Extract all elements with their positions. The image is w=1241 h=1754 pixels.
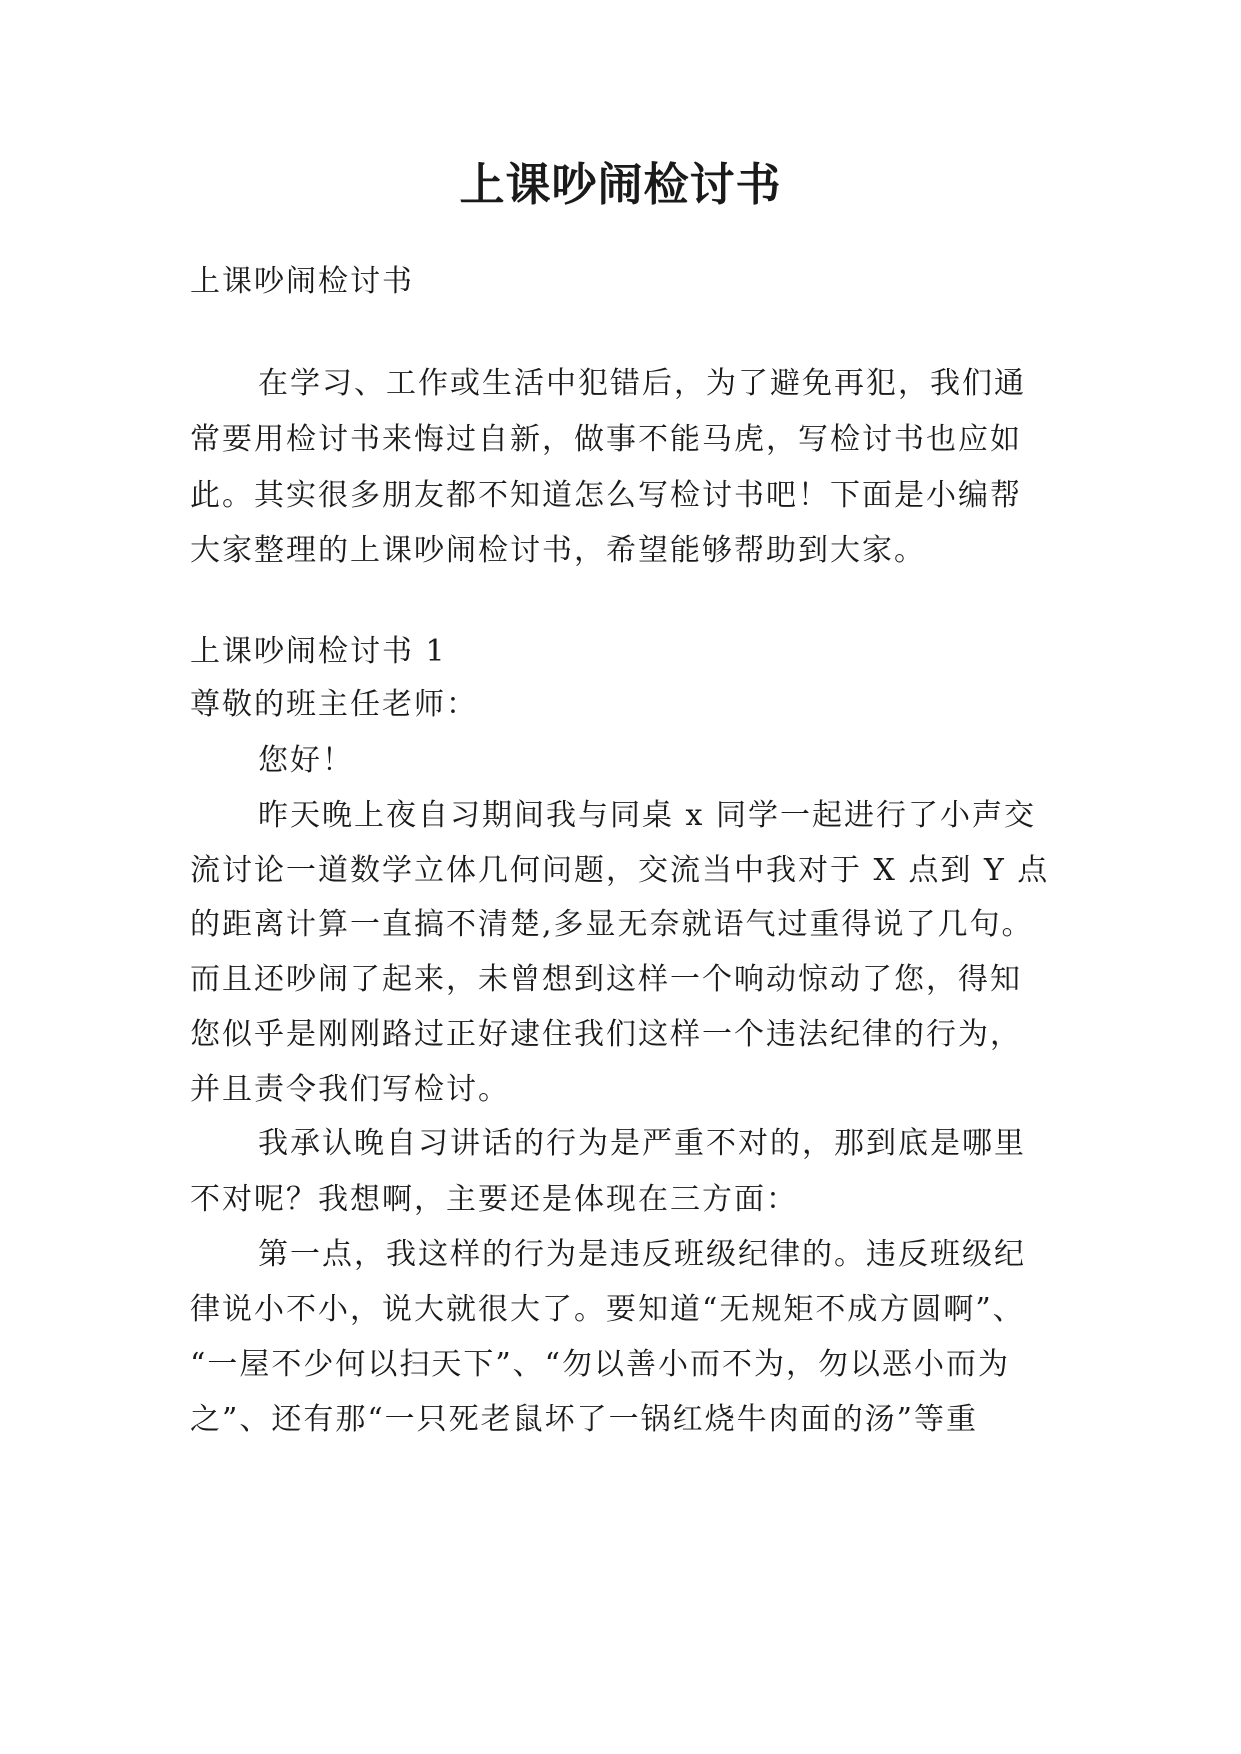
- body-line: 之”、还有那“一只死老鼠坏了一锅红烧牛肉面的汤”等重: [190, 1402, 979, 1437]
- body-line: “一屋不少何以扫天下”、“勿以善小而不为，勿以恶小而为: [190, 1347, 1011, 1382]
- salutation: 尊敬的班主任老师：: [190, 687, 478, 722]
- intro-line: 此。其实很多朋友都不知道怎么写检讨书吧！下面是小编帮: [190, 478, 1022, 513]
- greeting: 您好！: [258, 743, 354, 778]
- document-subtitle: 上课吵闹检讨书: [190, 264, 414, 299]
- intro-line: 大家整理的上课吵闹检讨书，希望能够帮助到大家。: [190, 533, 926, 568]
- section-heading: 上课吵闹检讨书 1: [190, 634, 447, 669]
- body-line: 我承认晚自习讲话的行为是严重不对的，那到底是哪里: [258, 1126, 1026, 1161]
- document-title: 上课吵闹检讨书: [459, 158, 782, 211]
- body-line: 昨天晚上夜自习期间我与同桌 x 同学一起进行了小声交: [258, 798, 1036, 833]
- body-line: 律说小不小，说大就很大了。要知道“无规矩不成方圆啊”、: [190, 1292, 1025, 1327]
- body-line: 不对呢？我想啊，主要还是体现在三方面：: [190, 1182, 798, 1217]
- intro-line: 在学习、工作或生活中犯错后，为了避免再犯，我们通: [258, 366, 1026, 401]
- body-line: 流讨论一道数学立体几何问题，交流当中我对于 X 点到 Y 点: [190, 853, 1050, 888]
- body-line: 并且责令我们写检讨。: [190, 1072, 510, 1107]
- body-line: 第一点，我这样的行为是违反班级纪律的。违反班级纪: [258, 1237, 1026, 1272]
- body-line: 而且还吵闹了起来，未曾想到这样一个响动惊动了您，得知: [190, 962, 1022, 997]
- body-line: 的距离计算一直搞不清楚,多显无奈就语气过重得说了几句。: [190, 907, 1034, 942]
- body-line: 您似乎是刚刚路过正好逮住我们这样一个违法纪律的行为，: [190, 1017, 1022, 1052]
- intro-line: 常要用检讨书来悔过自新，做事不能马虎，写检讨书也应如: [190, 422, 1022, 457]
